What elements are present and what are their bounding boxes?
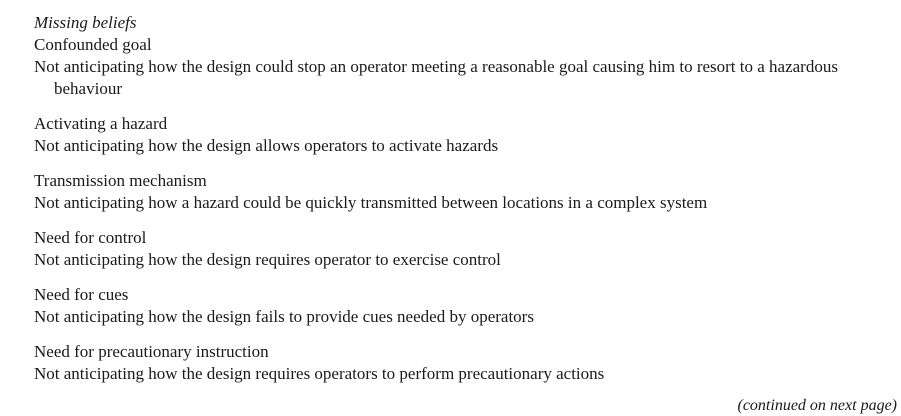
entry-title: Confounded goal	[34, 35, 152, 54]
list-item	[34, 284, 884, 328]
continued-note: (continued on next page)	[737, 397, 897, 414]
entry-description: Not anticipating how the design requires operator to exercise control	[34, 250, 501, 269]
entry-description: Not anticipating how the design fails to provide cues needed by operators	[34, 307, 534, 326]
list-item	[34, 227, 884, 271]
section-heading: Missing beliefs	[34, 13, 137, 32]
list-item	[34, 170, 884, 214]
document-page	[34, 12, 884, 398]
entry-description: Not anticipating how a hazard could be quickly transmitted between locations in a complex system	[34, 193, 708, 212]
list-item	[34, 34, 884, 100]
entry-title: Transmission mechanism	[34, 171, 207, 190]
list-item	[34, 341, 884, 385]
entry-description: Not anticipating how the design could stop an operator meeting a reasonable goal causing him to resort to a hazardous behaviour	[34, 57, 838, 98]
entry-description: Not anticipating how the design allows operators to activate hazards	[34, 136, 499, 155]
entry-title: Activating a hazard	[34, 114, 168, 133]
entry-title: Need for precautionary instruction	[34, 342, 269, 361]
entry-title: Need for cues	[34, 285, 129, 304]
list-item	[34, 113, 884, 157]
entry-description: Not anticipating how the design requires operators to perform precautionary actions	[34, 364, 605, 383]
entry-title: Need for control	[34, 228, 147, 247]
